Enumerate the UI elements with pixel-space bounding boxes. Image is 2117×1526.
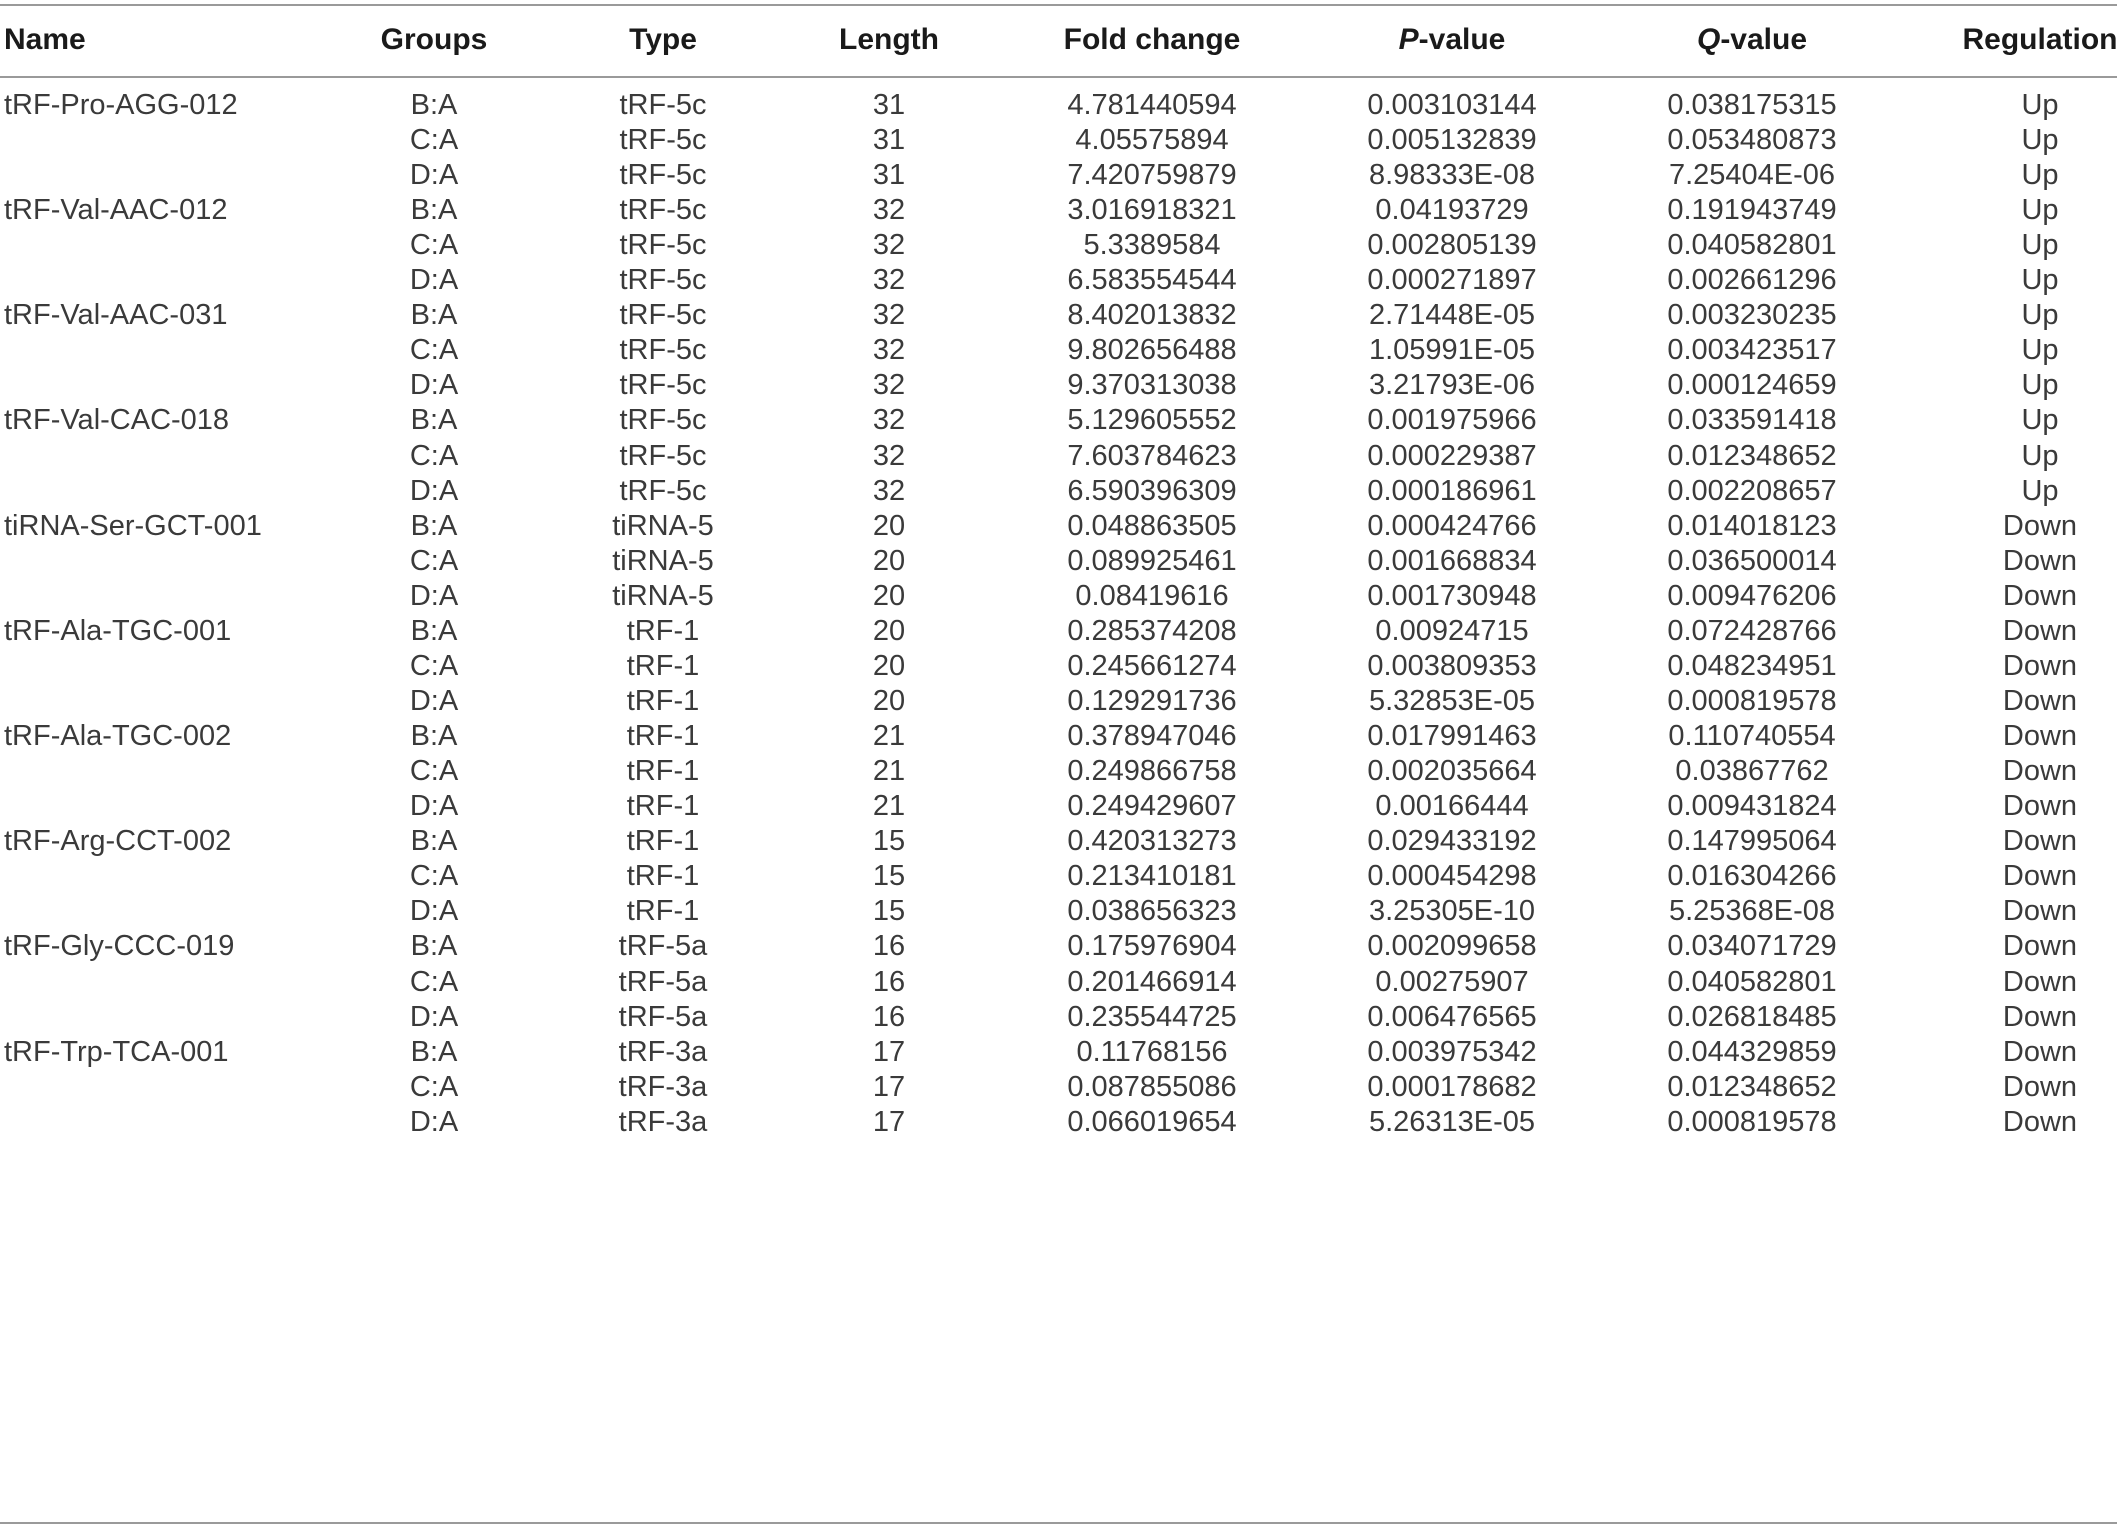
cell-group: B:A xyxy=(410,299,458,332)
cell-p-value: 0.006476565 xyxy=(1367,1000,1537,1033)
cell-length: 32 xyxy=(872,264,906,297)
header-length: Length xyxy=(839,23,939,56)
cell-type: tRF-5c xyxy=(619,158,707,191)
cell-q-value: 0.000819578 xyxy=(1667,1105,1837,1138)
cell-fold-change: 6.583554544 xyxy=(1067,264,1237,297)
cell-q-value: 0.053480873 xyxy=(1667,123,1837,156)
table-row xyxy=(0,1099,2117,1146)
cell-group: D:A xyxy=(409,790,459,823)
cell-type: tRF-1 xyxy=(626,860,700,893)
cell-q-value: 0.012348652 xyxy=(1667,439,1837,472)
cell-type: tiRNA-5 xyxy=(612,579,714,612)
cell-fold-change: 0.420313273 xyxy=(1067,825,1237,858)
cell-regulation: Down xyxy=(2002,684,2078,717)
cell-fold-change: 0.245661274 xyxy=(1067,649,1237,682)
cell-type: tiRNA-5 xyxy=(612,544,714,577)
cell-length: 32 xyxy=(872,299,906,332)
cell-group: B:A xyxy=(410,930,458,963)
cell-q-value: 0.012348652 xyxy=(1667,1070,1837,1103)
cell-fold-change: 5.129605552 xyxy=(1067,404,1237,437)
cell-length: 21 xyxy=(872,720,906,753)
cell-fold-change: 6.590396309 xyxy=(1067,474,1237,507)
cell-fold-change: 0.048863505 xyxy=(1067,509,1237,542)
cell-p-value: 0.003809353 xyxy=(1367,649,1537,682)
cell-length: 17 xyxy=(872,1070,906,1103)
cell-group: D:A xyxy=(409,369,459,402)
cell-q-value: 7.25404E-06 xyxy=(1668,158,1836,191)
cell-fold-change: 3.016918321 xyxy=(1067,194,1237,226)
cell-fold-change: 4.781440594 xyxy=(1067,88,1237,121)
cell-length: 17 xyxy=(872,1035,906,1068)
cell-regulation: Up xyxy=(2021,229,2059,262)
cell-q-value: 0.000124659 xyxy=(1667,369,1837,402)
cell-length: 15 xyxy=(872,860,906,893)
cell-fold-change: 0.378947046 xyxy=(1067,720,1237,753)
cell-regulation: Up xyxy=(2021,123,2059,156)
cell-fold-change: 0.038656323 xyxy=(1067,895,1237,928)
cell-name: tRF-Ala-TGC-001 xyxy=(4,614,232,647)
cell-type: tRF-5c xyxy=(619,229,707,262)
cell-group: B:A xyxy=(410,720,458,753)
cell-q-value: 0.038175315 xyxy=(1667,88,1837,121)
cell-p-value: 0.002805139 xyxy=(1367,229,1537,262)
cell-length: 32 xyxy=(872,439,906,472)
cell-regulation: Down xyxy=(2002,579,2078,612)
cell-fold-change: 0.201466914 xyxy=(1067,965,1237,998)
cell-type: tRF-5c xyxy=(619,88,707,121)
cell-regulation: Down xyxy=(2002,790,2078,823)
cell-group: D:A xyxy=(409,1000,459,1033)
cell-fold-change: 8.402013832 xyxy=(1067,299,1237,332)
cell-type: tRF-5c xyxy=(619,194,707,226)
header-fold-change: Fold change xyxy=(1063,23,1241,56)
cell-p-value: 5.26313E-05 xyxy=(1368,1105,1536,1138)
cell-fold-change: 0.249866758 xyxy=(1067,755,1237,788)
cell-group: C:A xyxy=(409,544,459,577)
cell-fold-change: 0.089925461 xyxy=(1067,544,1237,577)
cell-length: 32 xyxy=(872,334,906,367)
cell-p-value: 0.000271897 xyxy=(1367,264,1537,297)
cell-p-value: 0.000454298 xyxy=(1367,860,1537,893)
cell-p-value: 0.003103144 xyxy=(1367,88,1537,121)
cell-length: 20 xyxy=(872,544,906,577)
header-groups: Groups xyxy=(380,23,488,56)
cell-group: D:A xyxy=(409,264,459,297)
cell-fold-change: 0.249429607 xyxy=(1067,790,1237,823)
cell-p-value: 2.71448E-05 xyxy=(1368,299,1536,332)
cell-length: 20 xyxy=(872,579,906,612)
header-p-value-suffix: -value xyxy=(1418,23,1506,56)
header-rule xyxy=(0,76,2117,78)
cell-regulation: Down xyxy=(2002,755,2078,788)
cell-group: D:A xyxy=(409,684,459,717)
cell-length: 21 xyxy=(872,790,906,823)
cell-q-value: 0.036500014 xyxy=(1667,544,1837,577)
cell-name: tRF-Trp-TCA-001 xyxy=(4,1035,229,1068)
cell-fold-change: 0.285374208 xyxy=(1067,614,1237,647)
cell-group: C:A xyxy=(409,860,459,893)
cell-fold-change: 0.175976904 xyxy=(1067,930,1237,963)
cell-fold-change: 0.213410181 xyxy=(1067,860,1237,893)
table-header-row xyxy=(0,0,2117,80)
cell-name: tRF-Val-CAC-018 xyxy=(4,404,230,437)
cell-group: D:A xyxy=(409,158,459,191)
cell-type: tRF-1 xyxy=(626,825,700,858)
cell-regulation: Up xyxy=(2021,299,2059,332)
cell-length: 31 xyxy=(872,158,906,191)
cell-q-value: 0.009476206 xyxy=(1667,579,1837,612)
cell-p-value: 0.002035664 xyxy=(1367,755,1537,788)
header-q-value-italic: Q xyxy=(1696,23,1721,56)
cell-q-value: 5.25368E-08 xyxy=(1668,895,1836,928)
cell-regulation: Up xyxy=(2021,194,2059,226)
cell-length: 17 xyxy=(872,1105,906,1138)
cell-length: 16 xyxy=(872,930,906,963)
cell-name: tRF-Gly-CCC-019 xyxy=(4,930,235,963)
cell-q-value: 0.072428766 xyxy=(1667,614,1837,647)
cell-type: tRF-5c xyxy=(619,334,707,367)
cell-type: tRF-3a xyxy=(618,1105,708,1138)
cell-type: tRF-1 xyxy=(626,790,700,823)
cell-q-value: 0.040582801 xyxy=(1667,965,1837,998)
cell-fold-change: 0.235544725 xyxy=(1067,1000,1237,1033)
cell-regulation: Up xyxy=(2021,158,2059,191)
cell-group: C:A xyxy=(409,649,459,682)
cell-type: tRF-1 xyxy=(626,649,700,682)
cell-regulation: Down xyxy=(2002,614,2078,647)
cell-group: B:A xyxy=(410,825,458,858)
cell-fold-change: 0.08419616 xyxy=(1075,579,1229,612)
cell-type: tRF-5a xyxy=(618,930,708,963)
cell-regulation: Up xyxy=(2021,369,2059,402)
cell-p-value: 0.001668834 xyxy=(1367,544,1537,577)
cell-q-value: 0.009431824 xyxy=(1667,790,1837,823)
cell-length: 15 xyxy=(872,895,906,928)
cell-group: B:A xyxy=(410,194,458,226)
cell-q-value: 0.003423517 xyxy=(1667,334,1837,367)
cell-length: 32 xyxy=(872,194,906,226)
cell-p-value: 0.00924715 xyxy=(1375,614,1529,647)
cell-name: tRF-Ala-TGC-002 xyxy=(4,720,232,753)
cell-length: 31 xyxy=(872,123,906,156)
cell-fold-change: 9.802656488 xyxy=(1067,334,1237,367)
cell-q-value: 0.003230235 xyxy=(1667,299,1837,332)
cell-regulation: Down xyxy=(2002,1000,2078,1033)
cell-p-value: 1.05991E-05 xyxy=(1368,334,1536,367)
cell-fold-change: 0.087855086 xyxy=(1067,1070,1237,1103)
cell-p-value: 0.00275907 xyxy=(1375,965,1529,998)
cell-type: tRF-5c xyxy=(619,299,707,332)
cell-q-value: 0.002208657 xyxy=(1667,474,1837,507)
cell-regulation: Down xyxy=(2002,825,2078,858)
cell-p-value: 0.000424766 xyxy=(1367,509,1537,542)
cell-length: 16 xyxy=(872,1000,906,1033)
cell-q-value: 0.044329859 xyxy=(1667,1035,1837,1068)
cell-regulation: Down xyxy=(2002,965,2078,998)
cell-q-value: 0.147995064 xyxy=(1667,825,1837,858)
cell-p-value: 0.001975966 xyxy=(1367,404,1537,437)
cell-p-value: 5.32853E-05 xyxy=(1368,684,1536,717)
header-q-value-suffix: -value xyxy=(1720,23,1808,56)
cell-type: tRF-5c xyxy=(619,264,707,297)
cell-type: tRF-1 xyxy=(626,755,700,788)
cell-p-value: 0.00166444 xyxy=(1375,790,1529,823)
cell-regulation: Up xyxy=(2021,439,2059,472)
cell-type: tRF-1 xyxy=(626,614,700,647)
cell-regulation: Up xyxy=(2021,334,2059,367)
cell-regulation: Down xyxy=(2002,509,2078,542)
cell-length: 20 xyxy=(872,649,906,682)
cell-q-value: 0.040582801 xyxy=(1667,229,1837,262)
cell-q-value: 0.03867762 xyxy=(1675,755,1829,788)
cell-q-value: 0.033591418 xyxy=(1667,404,1837,437)
cell-regulation: Down xyxy=(2002,1070,2078,1103)
cell-length: 32 xyxy=(872,229,906,262)
cell-regulation: Down xyxy=(2002,720,2078,753)
cell-type: tRF-1 xyxy=(626,720,700,753)
cell-q-value: 0.110740554 xyxy=(1668,720,1836,753)
cell-regulation: Up xyxy=(2021,264,2059,297)
cell-type: tRF-3a xyxy=(618,1035,708,1068)
cell-p-value: 0.001730948 xyxy=(1367,579,1537,612)
cell-type: tRF-1 xyxy=(626,684,700,717)
cell-type: tRF-5a xyxy=(618,965,708,998)
cell-regulation: Up xyxy=(2021,404,2059,437)
cell-q-value: 0.014018123 xyxy=(1667,509,1837,542)
cell-p-value: 3.21793E-06 xyxy=(1368,369,1536,402)
cell-group: C:A xyxy=(409,229,459,262)
cell-p-value: 0.029433192 xyxy=(1367,825,1537,858)
cell-p-value: 8.98333E-08 xyxy=(1368,158,1536,191)
cell-group: B:A xyxy=(410,1035,458,1068)
cell-group: C:A xyxy=(409,1070,459,1103)
cell-group: B:A xyxy=(410,509,458,542)
cell-p-value: 0.000178682 xyxy=(1367,1070,1537,1103)
cell-p-value: 0.04193729 xyxy=(1375,194,1529,226)
cell-q-value: 0.002661296 xyxy=(1667,264,1837,297)
cell-fold-change: 7.603784623 xyxy=(1067,439,1237,472)
cell-p-value: 3.25305E-10 xyxy=(1368,895,1536,928)
cell-type: tRF-5c xyxy=(619,474,707,507)
cell-length: 15 xyxy=(872,825,906,858)
cell-length: 32 xyxy=(872,369,906,402)
cell-group: D:A xyxy=(409,1105,459,1138)
header-p-value-italic: P xyxy=(1398,23,1419,56)
cell-name: tRF-Arg-CCT-002 xyxy=(4,825,232,858)
cell-length: 31 xyxy=(872,88,906,121)
cell-length: 20 xyxy=(872,614,906,647)
cell-type: tRF-5a xyxy=(618,1000,708,1033)
cell-length: 20 xyxy=(872,509,906,542)
cell-p-value: 0.003975342 xyxy=(1367,1035,1537,1068)
cell-group: C:A xyxy=(409,123,459,156)
cell-type: tRF-5c xyxy=(619,404,707,437)
cell-group: B:A xyxy=(410,404,458,437)
cell-group: C:A xyxy=(409,755,459,788)
header-regulation: Regulation xyxy=(1962,23,2117,56)
cell-length: 21 xyxy=(872,755,906,788)
cell-type: tRF-5c xyxy=(619,369,707,402)
cell-type: tiRNA-5 xyxy=(612,509,714,542)
cell-name: tRF-Val-AAC-012 xyxy=(4,194,228,226)
cell-fold-change: 7.420759879 xyxy=(1067,158,1237,191)
cell-q-value: 0.034071729 xyxy=(1667,930,1837,963)
cell-length: 32 xyxy=(872,404,906,437)
cell-q-value: 0.048234951 xyxy=(1667,649,1837,682)
cell-type: tRF-5c xyxy=(619,123,707,156)
cell-name: tRF-Val-AAC-031 xyxy=(4,299,228,332)
cell-type: tRF-5c xyxy=(619,439,707,472)
cell-regulation: Down xyxy=(2002,930,2078,963)
cell-regulation: Up xyxy=(2021,88,2059,121)
cell-group: C:A xyxy=(409,965,459,998)
cell-group: D:A xyxy=(409,474,459,507)
cell-fold-change: 0.129291736 xyxy=(1067,684,1237,717)
cell-q-value: 0.016304266 xyxy=(1667,860,1837,893)
cell-fold-change: 0.11768156 xyxy=(1076,1035,1228,1068)
cell-regulation: Down xyxy=(2002,1035,2078,1068)
cell-q-value: 0.191943749 xyxy=(1667,194,1837,226)
cell-name: tRF-Pro-AGG-012 xyxy=(4,88,238,121)
cell-group: D:A xyxy=(409,579,459,612)
cell-p-value: 0.017991463 xyxy=(1367,720,1537,753)
cell-group: D:A xyxy=(409,895,459,928)
cell-fold-change: 4.05575894 xyxy=(1075,123,1229,156)
cell-regulation: Down xyxy=(2002,895,2078,928)
cell-length: 16 xyxy=(872,965,906,998)
cell-regulation: Down xyxy=(2002,860,2078,893)
cell-fold-change: 0.066019654 xyxy=(1067,1105,1237,1138)
cell-type: tRF-3a xyxy=(618,1070,708,1103)
cell-length: 32 xyxy=(872,474,906,507)
cell-p-value: 0.000186961 xyxy=(1367,474,1537,507)
cell-regulation: Down xyxy=(2002,649,2078,682)
cell-q-value: 0.000819578 xyxy=(1667,684,1837,717)
cell-fold-change: 9.370313038 xyxy=(1067,369,1237,402)
cell-group: C:A xyxy=(409,334,459,367)
cell-p-value: 0.005132839 xyxy=(1367,123,1537,156)
header-type: Type xyxy=(629,23,697,56)
bottom-rule xyxy=(0,1522,2117,1524)
cell-group: B:A xyxy=(410,614,458,647)
header-name: Name xyxy=(4,23,86,56)
header-p-value xyxy=(1399,0,1506,80)
cell-fold-change: 5.3389584 xyxy=(1083,229,1221,262)
cell-name: tiRNA-Ser-GCT-001 xyxy=(4,509,262,542)
cell-group: B:A xyxy=(410,88,458,121)
cell-p-value: 0.000229387 xyxy=(1367,439,1537,472)
cell-p-value: 0.002099658 xyxy=(1367,930,1537,963)
cell-q-value: 0.026818485 xyxy=(1667,1000,1837,1033)
cell-group: C:A xyxy=(409,439,459,472)
header-q-value xyxy=(1697,0,1807,80)
cell-regulation: Up xyxy=(2021,474,2059,507)
cell-regulation: Down xyxy=(2002,544,2078,577)
cell-regulation: Down xyxy=(2002,1105,2078,1138)
cell-length: 20 xyxy=(872,684,906,717)
cell-type: tRF-1 xyxy=(626,895,700,928)
